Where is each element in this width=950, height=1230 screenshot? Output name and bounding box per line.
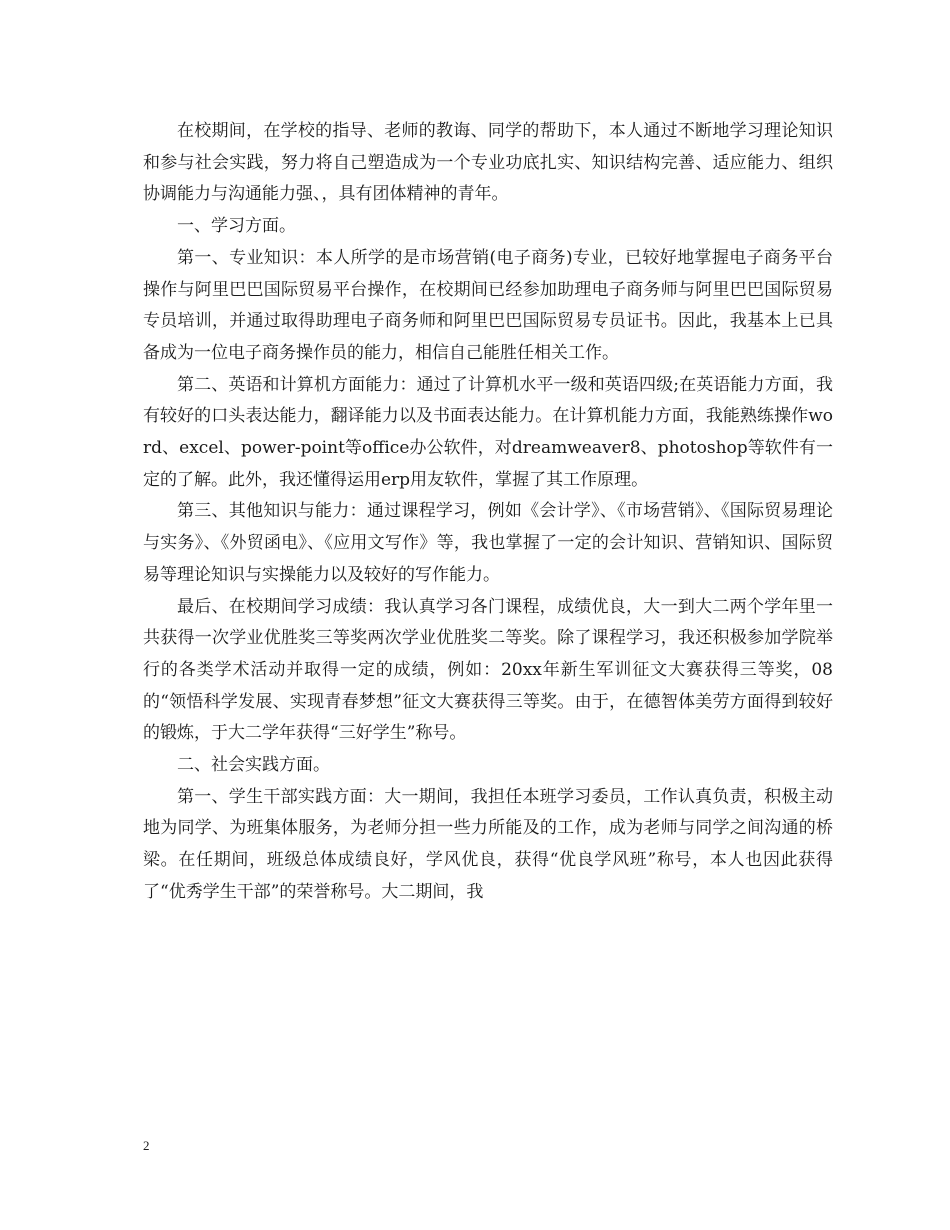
page-number: 2 <box>143 1138 150 1153</box>
paragraph-english-computer: 第二、英语和计算机方面能力：通过了计算机水平一级和英语四级;在英语能力方面，我有较好的口头表达能力，翻译能力以及书面表达能力。在计算机能力方面，我能熟练操作word、excel、power-point等office办公软件，对dreamweaver8、photoshop等软件有一定的了解。此外，我还懂得运用erp用友软件，掌握了其工作原理。 <box>143 374 833 490</box>
section-heading-study: 一、学习方面。 <box>177 216 296 237</box>
paragraph-academic-results: 最后、在校期间学习成绩：我认真学习各门课程，成绩优良，大一到大二两个学年里一共获得一次学业优胜奖三等奖两次学业优胜奖二等奖。除了课程学习，我还积极参加学院举行的各类学术活动并取得一定的成绩，例如：20xx年新生军训征文大赛获得三等奖，08的“领悟科学发展、实现青春梦想”征文大赛获得三等奖。由于，在德智体美劳方面得到较好的锻炼，于大二学年获得“三好学生”称号。 <box>143 596 833 744</box>
paragraph-professional-knowledge: 第一、专业知识：本人所学的是市场营销(电子商务)专业，已较好地掌握电子商务平台操作与阿里巴巴国际贸易平台操作，在校期间已经参加助理电子商务师与阿里巴巴国际贸易专员培训，并通过取得助理电子商务师和阿里巴巴国际贸易专员证书。因此，我基本上已具备成为一位电子商务操作员的能力，相信自己能胜任相关工作。 <box>143 247 833 363</box>
paragraph-other-abilities: 第三、其他知识与能力：通过课程学习，例如《会计学》、《市场营销》、《国际贸易理论与实务》、《外贸函电》、《应用文写作》等，我也掌握了一定的会计知识、营销知识、国际贸易等理论知识与实操能力以及较好的写作能力。 <box>143 501 833 585</box>
section-heading-social-practice: 二、社会实践方面。 <box>177 755 330 776</box>
paragraph-intro: 在校期间，在学校的指导、老师的教诲、同学的帮助下，本人通过不断地学习理论知识和参与社会实践，努力将自己塑造成为一个专业功底扎实、知识结构完善、适应能力、组织协调能力与沟通能力强、，具有团体精神的青年。 <box>143 121 833 205</box>
document-body <box>143 116 833 909</box>
paragraph-student-cadre: 第一、学生干部实践方面：大一期间，我担任本班学习委员，工作认真负责，积极主动地为同学、为班集体服务，为老师分担一些力所能及的工作，成为老师与同学之间沟通的桥梁。在任期间，班级总体成绩良好，学风优良，获得“优良学风班”称号，本人也因此获得了“优秀学生干部”的荣誉称号。大二期间，我 <box>143 786 833 902</box>
